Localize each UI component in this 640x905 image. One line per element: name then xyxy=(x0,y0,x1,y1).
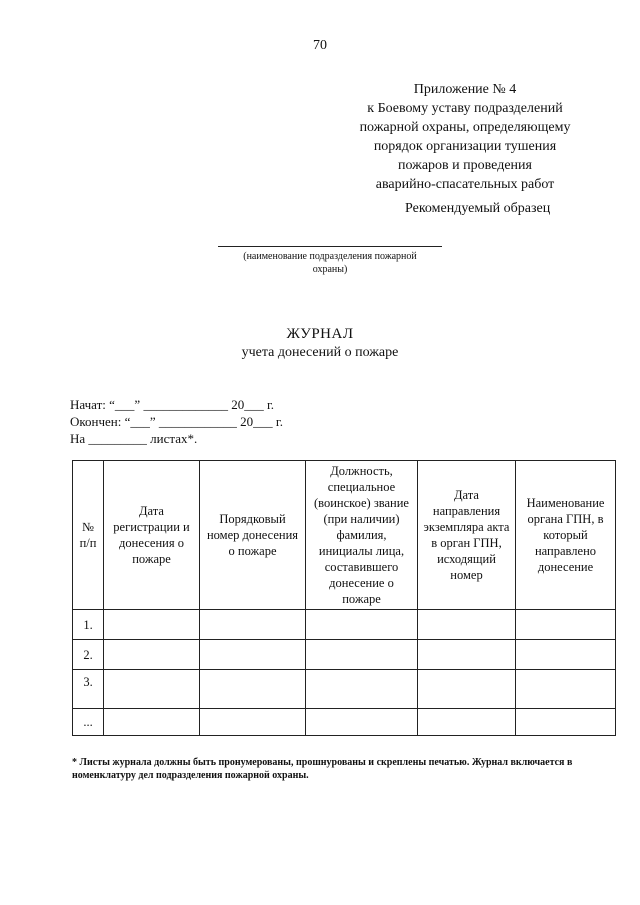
appendix-line: аварийно-спасательных работ xyxy=(375,177,555,192)
unit-name-line xyxy=(218,246,442,247)
unit-name-caption: (наименование подразделения пожарной охраны) xyxy=(243,251,417,275)
journal-fields xyxy=(70,396,283,447)
row-number: 2. xyxy=(73,640,104,670)
table-cell xyxy=(104,709,200,736)
col-header-number: № п/п xyxy=(73,461,104,610)
page-number: 70 xyxy=(313,38,327,53)
started-field: Начат: “___” _____________ 20___ г. xyxy=(70,397,275,412)
table-cell xyxy=(104,640,200,670)
table-cell xyxy=(516,709,616,736)
table-cell xyxy=(516,670,616,709)
appendix-line: пожаров и проведения xyxy=(398,158,532,173)
row-number: 1. xyxy=(73,610,104,640)
table-cell xyxy=(418,640,516,670)
appendix-line: Приложение № 4 xyxy=(413,82,517,97)
table-cell xyxy=(200,670,306,709)
table-row xyxy=(73,610,616,640)
table-cell xyxy=(306,640,418,670)
appendix-line: порядок организации тушения xyxy=(373,139,557,154)
row-number: ... xyxy=(73,709,104,736)
col-header-send-date: Дата направления экземпляра акта в орган ГПН, исходящий номер xyxy=(418,461,516,610)
table-cell xyxy=(104,670,200,709)
appendix-line: к Боевому уставу подразделений xyxy=(367,101,563,116)
table-cell xyxy=(306,709,418,736)
footnote: * Листы журнала должны быть пронумерованы, прошнурованы и скреплены печатью. Журнал включается в номенклатуру дел подразделения пожарной охраны. xyxy=(72,757,573,781)
table-header-row xyxy=(73,461,616,610)
col-header-author: Должность, специальное (воинское) звание (при наличии) фамилия, инициалы лица, составившего донесение о пожаре xyxy=(306,461,418,610)
table-row xyxy=(73,670,616,709)
ended-field: Окончен: “___” ____________ 20___ г. xyxy=(70,414,284,429)
journal-title: ЖУРНАЛ xyxy=(286,326,354,342)
table-cell xyxy=(200,709,306,736)
reports-log-table xyxy=(72,460,616,736)
table-cell xyxy=(200,610,306,640)
col-header-report-number: Порядковый номер донесения о пожаре xyxy=(200,461,306,610)
col-header-recipient: Наименование органа ГПН, в который направлено донесение xyxy=(516,461,616,610)
table-cell xyxy=(306,670,418,709)
journal-subtitle: учета донесений о пожаре xyxy=(241,345,399,360)
row-number: 3. xyxy=(73,670,104,709)
appendix-line: пожарной охраны, определяющему xyxy=(359,120,571,135)
table-cell xyxy=(200,640,306,670)
table-cell xyxy=(418,610,516,640)
table-row xyxy=(73,709,616,736)
table-cell xyxy=(418,709,516,736)
col-header-registration-date: Дата регистрации и донесения о пожаре xyxy=(104,461,200,610)
recommended-sample-label: Рекомендуемый образец xyxy=(405,201,551,216)
table-cell xyxy=(104,610,200,640)
table-cell xyxy=(516,610,616,640)
sheets-field: На _________ листах*. xyxy=(70,431,198,446)
table-cell xyxy=(306,610,418,640)
appendix-header xyxy=(330,80,600,194)
table-cell xyxy=(516,640,616,670)
table-cell xyxy=(418,670,516,709)
table-row xyxy=(73,640,616,670)
